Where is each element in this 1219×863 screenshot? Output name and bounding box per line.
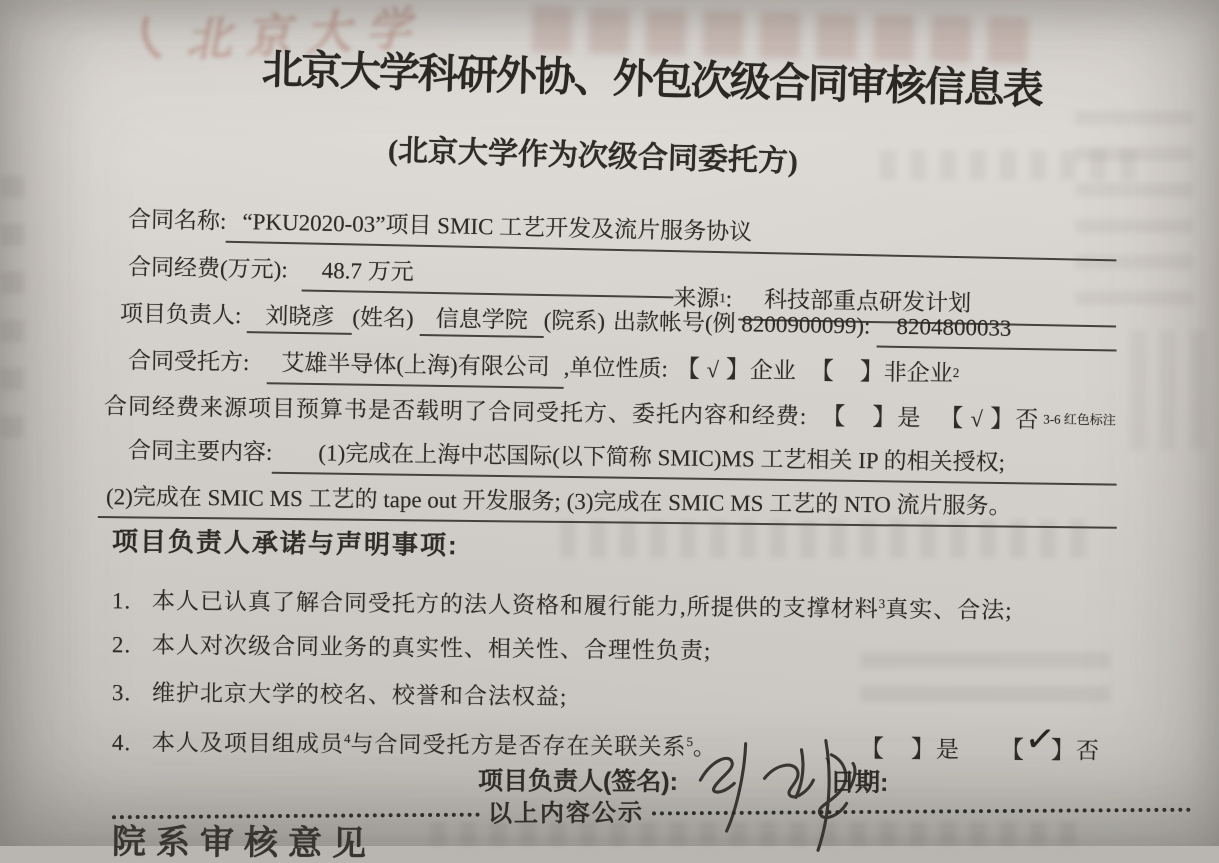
item-superscript: 3 — [879, 596, 886, 611]
date-label: 日期: — [830, 768, 888, 798]
pi-name-note: (姓名) — [352, 303, 414, 334]
checkbox-enterprise — [676, 355, 796, 387]
letterhead-script-bleedthrough: 北京大学 — [183, 0, 426, 70]
checkbox-yes — [821, 402, 921, 433]
pi-label: 项目负责人: — [120, 299, 242, 331]
pi-dept-note: (院系) — [543, 306, 605, 337]
item-number: 1. — [112, 586, 152, 616]
pi-dept-value: 信息学院 — [419, 304, 544, 338]
main-content-row-1 — [0, 434, 1219, 487]
main-content-row-2 — [0, 481, 1219, 530]
yes-label: 是 — [897, 403, 921, 433]
declaration-item-2 — [0, 629, 1219, 672]
funding-source-value: 科技部重点研发计划 — [738, 285, 1117, 328]
main-content-line2: (2)完成在 SMIC MS 工艺的 tape out 开发服务; (3)完成在 SMIC MS 工艺的 NTO 流片服务。 — [98, 482, 1117, 529]
non-enterprise-label: 非企业 — [884, 358, 953, 389]
bracket-open: 【 — [939, 404, 964, 434]
checkbox-non-enterprise — [810, 357, 960, 389]
non-enterprise-superscript: 2 — [953, 358, 960, 388]
budget-question-row — [0, 390, 1219, 438]
form-title: 北京大学科研外协、外包次级合同审核信息表 — [262, 54, 1043, 104]
bracket-close: 】 — [990, 405, 1015, 435]
handwritten-signature — [682, 730, 881, 855]
item-text-post: 。 — [693, 735, 717, 760]
no-label: 否 — [1015, 405, 1039, 435]
funding-amount-value: 48.7 万元 — [301, 256, 674, 299]
trustee-label: 合同受托方: — [128, 346, 250, 378]
no-label: 否 — [1076, 736, 1100, 766]
item-text: 本人对次级合同业务的真实性、相关性、合理性负责; — [152, 631, 712, 667]
form-subtitle: (北京大学作为次级合同委托方) — [388, 136, 799, 177]
main-content-line1: (1)完成在上海中芯国际(以下简称 SMIC)MS 工艺相关 IP 的相关授权; — [272, 438, 1117, 486]
account-value: 8204800033 — [876, 312, 1117, 352]
account-label: 出款帐号(例 8200900099): — [613, 307, 871, 341]
item-number: 2. — [112, 630, 152, 660]
declaration-item-1 — [0, 579, 1219, 628]
bracket-open: 【 — [860, 734, 885, 764]
letterhead-seal-bleedthrough — [133, 0, 206, 71]
bleedthrough-smudge — [880, 150, 1140, 180]
item-text — [152, 581, 1013, 626]
item-text-pre: 本人已认真了解合同受托方的法人资格和履行能力,所提供的支撑材料 — [152, 588, 879, 621]
trustee-separator: , — [563, 353, 569, 383]
funding-source-superscript: 1 — [719, 283, 726, 313]
no-checkmark: √ — [964, 404, 990, 434]
handwritten-checkmark: ✓ — [1023, 722, 1052, 755]
checkbox-related-no — [1000, 730, 1100, 766]
contract-name-value: “PKU2020-03”项目 SMIC 工艺开发及流片服务协议 — [226, 207, 1117, 262]
bracket-open: 【 — [810, 357, 834, 387]
declaration-item-3 — [0, 677, 1219, 719]
item-number: 4. — [112, 728, 152, 758]
item-number: 3. — [112, 678, 152, 708]
entity-nature-label: 单位性质: — [569, 353, 668, 385]
item-text: 维护北京大学的校名、校誉和合法权益; — [152, 678, 568, 712]
item-text-mid: 与合同受托方是否存在关联关系 — [350, 732, 686, 760]
funding-source-label: 来源 — [673, 283, 720, 314]
pen-slip-mark: 、 — [822, 740, 849, 774]
item-superscript: 5 — [686, 734, 693, 749]
bracket-close: 】 — [911, 735, 936, 765]
bracket-close: 】 — [860, 358, 884, 388]
bracket-open: 【 — [1000, 735, 1025, 765]
dept-review-heading: 院系审核意见 — [112, 827, 376, 859]
funding-label: 合同经费(万元): — [128, 252, 288, 285]
item-text — [152, 722, 717, 763]
budget-question-text: 合同经费来源项目预算书是否载明了合同受托方、委托内容和经费: — [104, 392, 808, 432]
contract-name-label: 合同名称: — [128, 205, 227, 237]
bracket-close: 】 — [726, 355, 750, 385]
checkbox-no — [939, 404, 1039, 435]
publicity-divider-text: 以上内容公示 — [480, 798, 652, 829]
funding-source-colon: : — [725, 284, 732, 314]
bracket-open: 【 — [676, 355, 700, 385]
dotted-line-left — [112, 813, 480, 820]
declaration-heading: 项目负责人承诺与声明事项: — [112, 526, 459, 560]
signature-row — [0, 764, 1219, 799]
bracket-close: 】 — [872, 403, 897, 433]
item-text-pre: 本人及项目组成员 — [152, 730, 344, 757]
pi-name-value: 刘晓彦 — [247, 301, 353, 335]
enterprise-label: 企业 — [750, 356, 796, 387]
signature-label: 项目负责人(签名): — [478, 766, 678, 797]
enterprise-checkmark: √ — [700, 355, 726, 385]
trustee-row — [0, 344, 1219, 399]
declaration-item-4 — [0, 721, 1219, 768]
red-annotation-superscript: 3-6 红色标注 — [1043, 404, 1116, 435]
item-text-post: 真实、合法; — [885, 597, 1013, 623]
bracket-close: 】 — [1051, 736, 1076, 766]
trustee-value: 艾雄半导体(上海)有限公司 — [267, 348, 564, 389]
yes-label: 是 — [936, 735, 960, 765]
item-superscript: 4 — [344, 731, 351, 746]
main-content-label: 合同主要内容: — [128, 436, 273, 468]
bracket-open: 【 — [821, 402, 846, 432]
